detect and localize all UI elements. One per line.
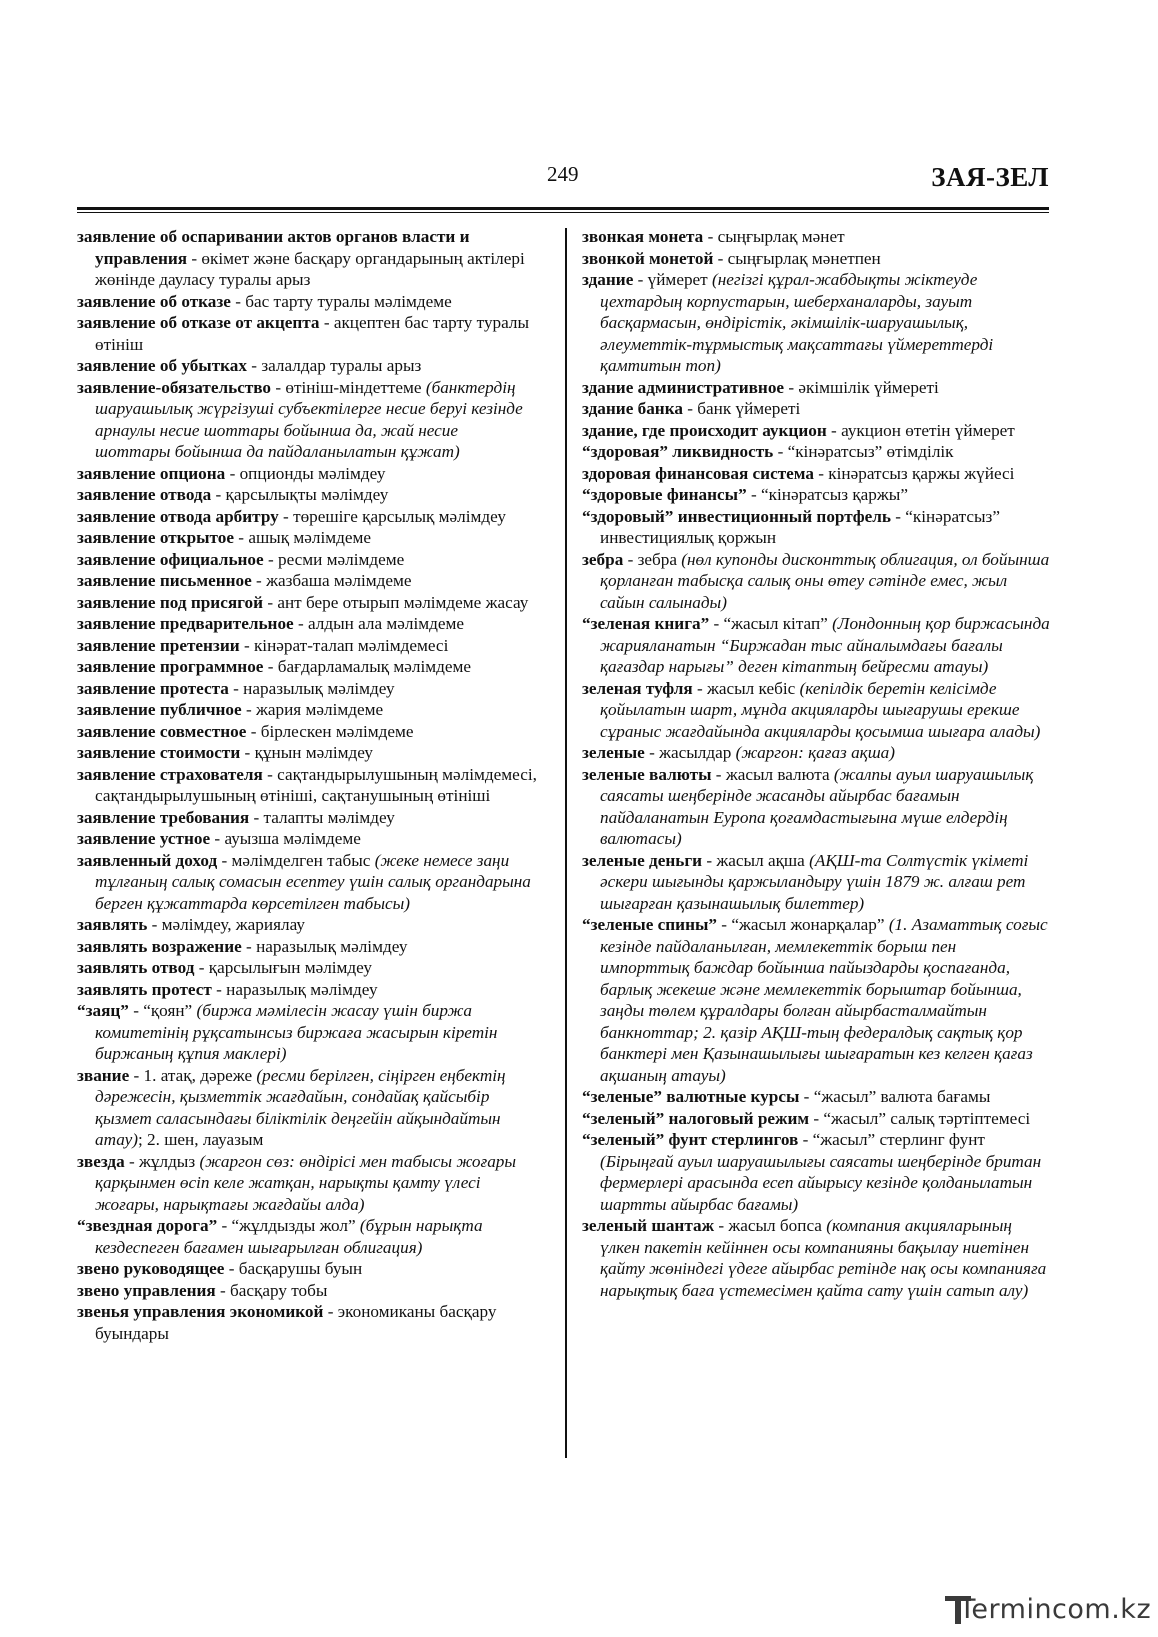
entry-term: звенья управления экономикой [77,1302,324,1321]
entry-term: здание административное [582,377,785,397]
dictionary-entry [582,463,1050,485]
entry-definition: - мәлімделген табыс [217,850,375,870]
entry-term: звонкой монетой [582,248,714,268]
dictionary-entry [77,1151,537,1216]
entry-definition: - 1. атақ, дәреже [129,1065,257,1085]
dictionary-entry [77,484,537,506]
entry-definition: - “кінәратсыз” өтімділік [773,442,954,461]
entry-definition: - жасыл бопса [714,1216,827,1235]
dictionary-entry [77,979,537,1001]
dictionary-entry [77,613,537,635]
page-number: 249 [547,162,579,186]
dictionary-entry [582,226,1050,248]
entry-term: заявление претензии [77,635,240,655]
entry-definition: - жұлдыз [124,1151,200,1171]
dictionary-entry [77,678,537,700]
entry-definition: - төрешіге қарсылық мәлімдеу [278,506,506,526]
dictionary-entry [582,420,1050,442]
dictionary-entry [77,699,537,721]
entry-term: заявление об отказе от акцепта [77,313,320,332]
entry-term: зеленые [582,743,645,762]
dictionary-entry [77,764,537,807]
entry-definition: - наразылық мәлімдеу [211,979,378,999]
dictionary-entry [77,312,537,355]
dictionary-entry [77,1258,537,1280]
entry-term: заявление страхователя [77,764,263,784]
dictionary-entry [582,914,1050,1086]
entry-definition: - қарсылықты мәлімдеу [211,485,389,504]
entry-term: заявление предварительное [77,614,294,633]
entry-definition: - акцептен бас тарту туралы өтініш [95,313,530,354]
dictionary-entry [77,291,537,313]
dictionary-entry [582,377,1050,399]
entry-term: заявление устное [77,829,211,848]
entry-definition: - талапты мәлімдеу [249,807,395,827]
entry-definition: - кінәратсыз қаржы жүйесі [813,463,1015,483]
entry-term: “зеленая книга” [582,614,710,633]
dictionary-entry [582,506,1050,549]
entry-term: звено управления [77,1280,216,1300]
entry-term: зеленые валюты [582,764,712,784]
entry-definition: - ашық мәлімдеме [234,528,371,547]
dictionary-entry [582,269,1050,377]
entry-note: (жаргон сөз: өндірісі мен табысы жоғары қарқынмен өсіп келе жатқан, нарықты қамту үлесі жоғары, нарықтағы жағдайы алда) [95,1151,517,1214]
dictionary-entry [582,549,1050,614]
dictionary-entry [77,377,537,463]
entry-definition: - сыңғырлақ мәнет [703,227,845,246]
entry-term: заявлять отвод [77,958,195,977]
entry-definition: - бағдарламалық мәлімдеме [263,657,472,676]
entry-term: заявление отвода арбитру [77,506,279,526]
entry-term: зебра [582,549,624,569]
entry-note: (нөл купонды дисконттық облигация, ол бойынша қорланған табысқа салық оны өтеу сәтінде емес, жыл сайын салынады) [600,549,1050,612]
dictionary-entry [77,527,537,549]
entry-definition: - банк үймереті [682,399,801,418]
entry-term: здание банка [582,399,683,418]
entry-term: заявление под присягой [77,592,264,612]
entry-note: (банктердің шаруашылық жүргізуші субъектілерге несие беруі кезінде арнаулы несие шоттары бойынша да, жай несие шоттары бойынша да пайдаланылатын құжат) [95,377,523,461]
entry-term: заявлять протест [77,979,212,999]
entry-term: “зеленый” налоговый режим [582,1108,810,1128]
site-logo [945,1590,1152,1630]
entry-term: звание [77,1065,130,1085]
entry-note: (Лондонның қор биржасында жарияланатын “Биржадан тыс айналымдағы бағалы қағаздар нарығы” деген кітаптың бейресми атауы) [600,614,1050,676]
entry-term: заявление протеста [77,678,229,698]
right-column [582,226,1050,1301]
dictionary-entry [77,570,537,592]
entry-definition: - сақтандырылушының мәлімдемесі, сақтандырылушының өтініші, сақтанушының өтініші [95,764,537,805]
column-divider [565,228,567,1458]
entry-term: “здоровые финансы” [582,485,747,504]
dictionary-entry [582,248,1050,270]
entry-definition: - жазбаша мәлімдеме [251,571,412,590]
entry-note: (Бірыңғай ауыл шаруашылығы саясаты шеңберінде британ фермерлері арасында есеп айырысу кезінде қолданылатын шартты айырбас бағамы) [600,1151,1042,1214]
entry-term: здоровая финансовая система [582,463,814,483]
entry-term: заявление открытое [77,528,234,547]
entry-definition: - мәлімдеу, жариялау [147,915,305,934]
dictionary-entry [77,742,537,764]
header-rule-thin [77,212,1049,213]
entry-definition: - “жасыл кітап” [709,614,833,633]
entry-note: (негізгі құрал-жабдықты жіктеуде цехтардың корпустарын, шеберханаларды, зауыт басқармасын, өндірістік, әкімшілік-шаруашылық, әлеуметтік-тұрмыстық мақсаттағы үймереттерді қамтитын топ) [600,270,994,375]
entry-term: зеленые деньги [582,850,703,870]
entry-definition: - сыңғырлақ мәнетпен [713,248,881,268]
entry-definition: - үймерет [633,270,712,289]
dictionary-entry [582,613,1050,678]
dictionary-entry [77,721,537,743]
dictionary-entry [77,355,537,377]
entry-note: (кепілдік беретін келісімде қойылатын шарт, мұнда акцияларды шығарушы ерекше сұраныс жағдайында акцияларды қосымша шығара алады) [600,678,1041,741]
dictionary-entry [582,441,1050,463]
entry-definition: - өкімет және басқару органдарының актілері жөнінде дауласу туралы арыз [95,248,525,289]
entry-term: заявление-обязательство [77,377,272,397]
entry-term: заявление стоимости [77,743,241,762]
entry-term: заявление требования [77,807,250,827]
entry-definition: - экономиканы басқару буындары [95,1302,497,1343]
entry-term: зеленая туфля [582,678,693,698]
entry-term: здание, где происходит аукцион [582,420,827,440]
entry-term: заявление официальное [77,549,264,569]
entry-term: заявление отвода [77,485,212,504]
dictionary-entry [77,592,537,614]
header-rule [77,207,1049,210]
entry-note: (биржа мәмілесін жасау үшін биржа комитетінің рұқсатынсыз биржаға жасырын кіретін биржаның құпия маклері) [95,1001,498,1063]
entry-term: заявление об оспаривании актов органов власти и управления [77,227,470,268]
dictionary-entry [77,226,537,291]
entry-definition: - алдын ала мәлімдеме [293,614,465,633]
entry-term: заявлять [77,915,148,934]
entry-term: “звездная дорога” [77,1216,218,1235]
entry-note: (компания акцияларының үлкен пакетін кейіннен осы компанияны бақылау ниетінен қайту жөніндегі үдеге айырбас ретінде нақ осы компанияға нарықтық баға үстемесімен қайта сату үшін сатып алу) [600,1216,1047,1300]
entry-definition: - “жасыл” салық тәртіптемесі [809,1108,1031,1128]
entry-note: (1. Азаматтық соғыс кезінде пайдаланылған, мемлекеттік борыш пен импорттық баждар бойынша пайыздарды қоспағанда, барлық жекеше және мемлекеттік борыштар бойынша, заңды төлем құралдары болған айырбасталмайтын банкноттар; 2. қазір АҚШ-тың федералдық сақтық қор банктері мен Қазынашылығы шығаратын кез келген қағаз ақшаның атауы) [600,915,1048,1085]
entry-definition: - жасылдар [644,743,736,762]
dictionary-entry [582,1215,1050,1301]
dictionary-entry [582,742,1050,764]
dictionary-entry [77,635,537,657]
dictionary-entry [77,1000,537,1065]
dictionary-entry [582,1108,1050,1130]
entry-definition: - бас тарту туралы мәлімдеме [230,291,452,311]
entry-definition: - жасыл ақша [702,850,810,870]
entry-definition: - “жасыл жонарқалар” [717,915,889,934]
dictionary-entry [582,484,1050,506]
entry-definition: - ант бере отырып мәлімдеме жасау [263,592,529,612]
dictionary-entry [77,828,537,850]
entry-definition: - бірлескен мәлімдеме [246,721,414,741]
dictionary-entry [582,1086,1050,1108]
dictionary-entry [582,850,1050,915]
entry-definition: - кінәрат-талап мәлімдемесі [239,635,449,655]
dictionary-entry [582,678,1050,743]
entry-term: здание [582,270,634,289]
entry-definition: - наразылық мәлімдеу [228,678,395,698]
entry-definition: - өтініш-міндеттеме [271,377,426,397]
entry-definition: ; 2. шен, лауазым [137,1130,264,1149]
entry-definition: - жасыл валюта [711,764,834,784]
dictionary-entry [77,463,537,485]
entry-definition: - құнын мәлімдеу [240,743,374,762]
entry-definition: - зебра [623,549,682,569]
dictionary-entry [77,807,537,829]
entry-term: “здоровая” ликвидность [582,442,774,461]
entry-definition: - опционды мәлімдеу [225,463,386,483]
entry-term: заявление опциона [77,463,226,483]
dictionary-entry [77,914,537,936]
entry-term: звонкая монета [582,227,704,246]
entry-definition: - “жасыл” валюта бағамы [799,1087,991,1106]
entry-term: заявление совместное [77,721,247,741]
entry-note: (жеке немесе заңи тұлғаның салық сомасын есептеу үшін салық органдарына берген құжаттарда көрсетілген табысы) [95,850,531,913]
entry-definition: - “кінәратсыз қаржы” [746,485,908,504]
entry-term: заявление об отказе [77,291,231,311]
entry-definition: - “жұлдызды жол” [217,1216,360,1235]
entry-definition: - наразылық мәлімдеу [241,936,408,956]
entry-definition: - әкімшілік үймереті [784,377,939,397]
entry-term: заявление публичное [77,700,242,719]
entry-term: “заяц” [77,1001,129,1020]
entry-definition: - жасыл кебіс [692,678,800,698]
entry-definition: - жария мәлімдеме [241,700,384,719]
entry-term: заявлять возражение [77,936,242,956]
entry-definition: - басқарушы буын [224,1259,363,1278]
entry-definition: - “кінәратсыз” инвестициялық қоржын [600,506,1000,547]
dictionary-entry [77,1280,537,1302]
dictionary-entry [77,957,537,979]
entry-term: заявленный доход [77,850,218,870]
dictionary-entry [582,398,1050,420]
dictionary-entry [582,1129,1050,1215]
left-column [77,226,537,1344]
entry-definition: - залалдар туралы арыз [247,356,422,375]
dictionary-entry [77,549,537,571]
dictionary-entry [77,506,537,528]
entry-note: (ресми берілген, сіңірген еңбектің дәрежесін, қызметтік жағдайын, сондайақ қайсыбір қызмет саласындағы біліктілік деңгейін айқындайтын атау) [95,1065,506,1149]
page-header [77,160,1049,210]
entry-term: “здоровый” инвестиционный портфель [582,506,891,526]
entry-term: “зеленый” фунт стерлингов [582,1130,799,1149]
section-title: ЗАЯ-ЗЕЛ [931,162,1049,192]
entry-note: (бұрын нарықта кездеспеген бағамен шығарылған облигация) [95,1216,483,1257]
dictionary-entry [77,936,537,958]
entry-definition: - “қоян” [128,1001,197,1020]
dictionary-entry [582,764,1050,850]
entry-note: (жалпы ауыл шаруашылық саясаты шеңберінде жасанды айырбас бағамын пайдаланатын Еуропа қоғамдастығына мүше елдердің валютасы) [600,764,1034,848]
entry-term: звено руководящее [77,1259,225,1278]
entry-term: заявление письменное [77,571,252,590]
entry-term: заявление об убытках [77,356,247,375]
entry-term: “зеленые” валютные курсы [582,1087,800,1106]
entry-definition: - қарсылығын мәлімдеу [194,958,372,977]
entry-definition: - “жасыл” стерлинг фунт [798,1130,985,1149]
dictionary-entry [77,1215,537,1258]
entry-term: заявление программное [77,657,264,676]
entry-term: зеленый шантаж [582,1216,715,1235]
entry-note: (жаргон: қағаз ақша) [735,743,895,762]
logo-text: Termincom.kz [959,1594,1152,1625]
dictionary-entry [77,656,537,678]
dictionary-entry [77,850,537,915]
entry-definition: - ресми мәлімдеме [263,549,405,569]
entry-definition: - аукцион өтетін үймерет [826,420,1015,440]
entry-term: звезда [77,1151,125,1171]
entry-definition: - ауызша мәлімдеме [210,829,361,848]
entry-note: (АҚШ-та Солтүстік үкіметі әскери шығынды қаржыландыру үшін 1879 ж. алғаш рет шығарған қазынашылық билеттер) [600,850,1029,913]
entry-term: “зеленые спины” [582,915,717,934]
dictionary-entry [77,1065,537,1151]
entry-definition: - басқару тобы [215,1280,328,1300]
dictionary-entry [77,1301,537,1344]
